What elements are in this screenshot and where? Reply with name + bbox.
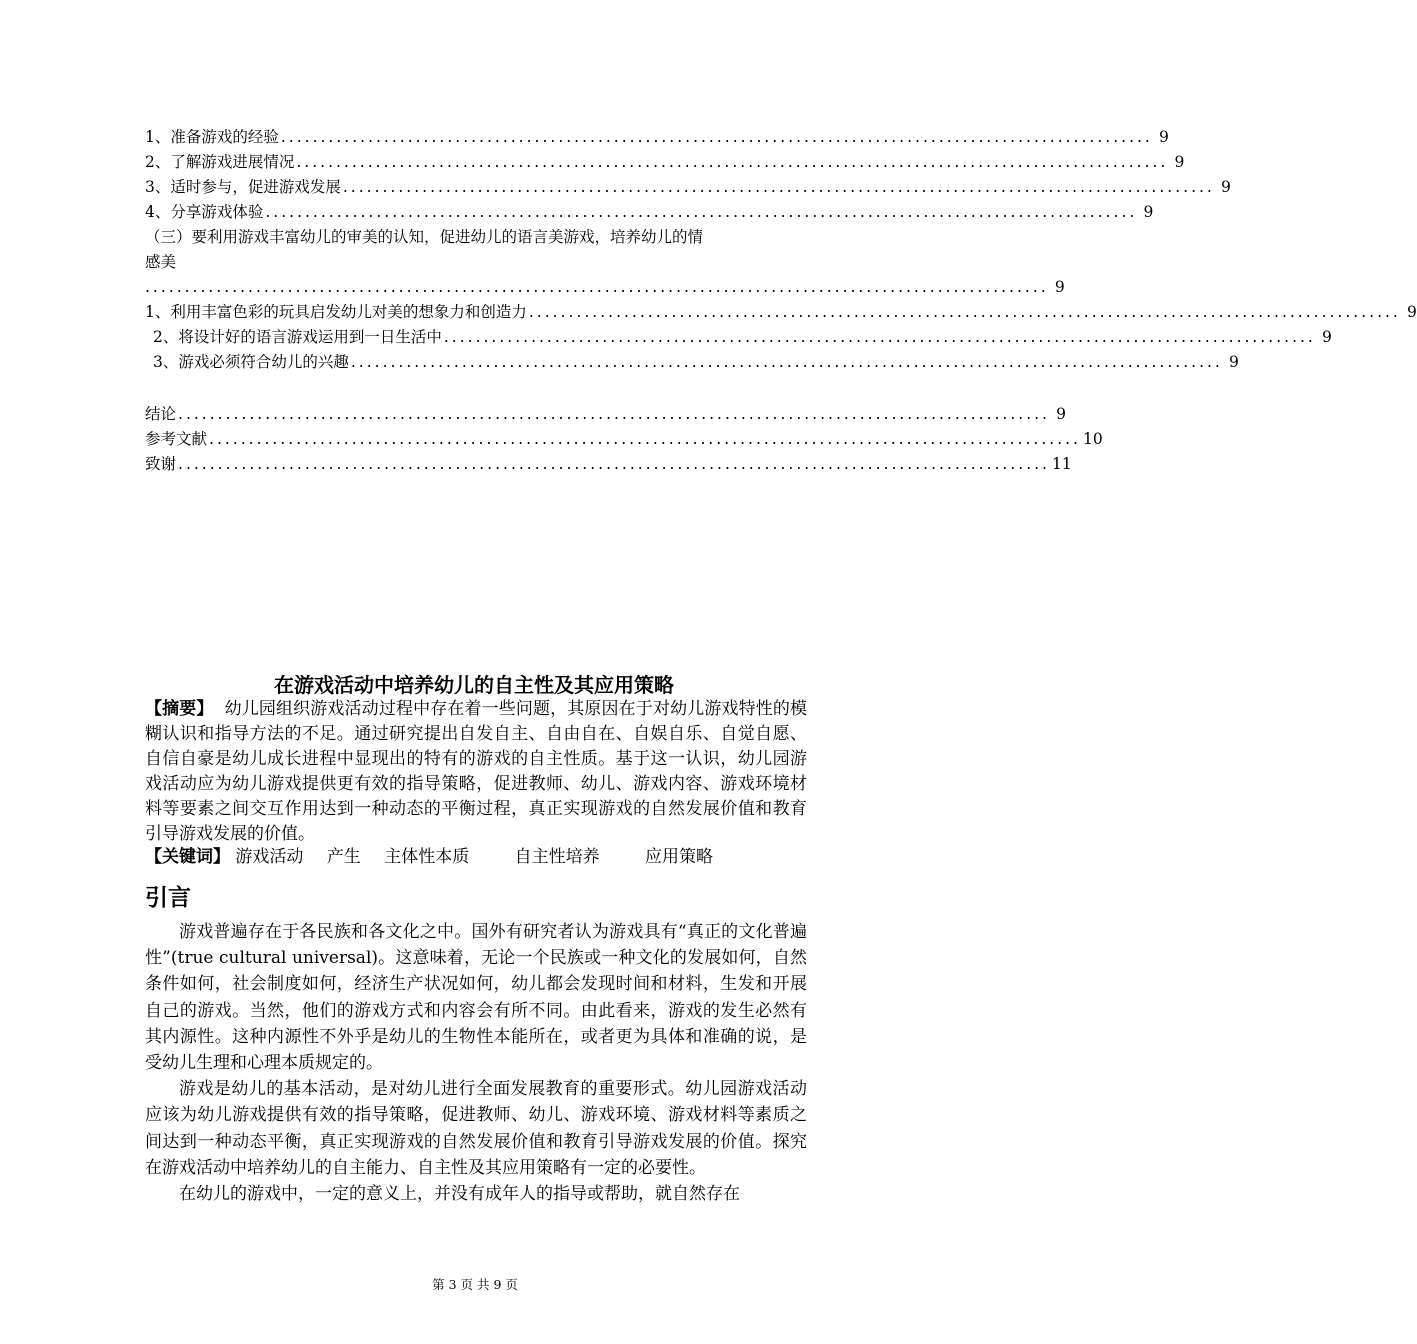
toc-entry-text: 2、了解游戏进展情况 — [145, 153, 295, 171]
toc-leader-dots: .............................................................................................................. — [443, 328, 1316, 346]
toc-entry-page: 9 — [1054, 278, 1065, 296]
toc-entry[interactable] — [145, 175, 1231, 200]
toc-entry-leader-row — [145, 275, 1065, 300]
toc-leader-dots: .............................................................................................................. — [265, 203, 1138, 221]
page-footer: 第 3 页 共 9 页 — [432, 1277, 518, 1292]
toc-leader-dots: .............................................................................................................. — [528, 303, 1401, 321]
toc-entry-text: 3、游戏必须符合幼儿的兴趣 — [153, 353, 349, 371]
toc-entry[interactable] — [145, 325, 1332, 350]
toc-leader-dots: .............................................................................................................. — [350, 353, 1223, 371]
toc-leader-dots: .............................................................................................................. — [280, 128, 1153, 146]
keywords-label: 【关键词】 — [145, 847, 230, 867]
toc-entry-page: 9 — [1056, 405, 1066, 423]
toc-entry[interactable] — [145, 200, 1154, 225]
toc-entry-text: 参考文献 — [145, 430, 208, 448]
toc-entry[interactable] — [145, 125, 1169, 150]
article-title: 在游戏活动中培养幼儿的自主性及其应用策略 — [274, 673, 674, 697]
toc-entry-page: 9 — [1321, 328, 1332, 346]
toc-leader-dots: .................................................................................................................. — [145, 278, 1049, 296]
toc-entry[interactable] — [145, 300, 1417, 325]
toc-entry-text-line1: （三）要利用游戏丰富幼儿的审美的认知，促进幼儿的语言美游戏，培养幼儿的情 — [145, 228, 704, 246]
toc-entry-text: 1、准备游戏的经验 — [145, 128, 279, 146]
toc-entry[interactable] — [145, 150, 1185, 175]
toc-entry-text-line2: 感美 — [145, 253, 177, 271]
toc-leader-dots: .............................................................................................................. — [342, 178, 1215, 196]
toc-leader-dots: .............................................................................................................. — [209, 430, 1081, 448]
toc-entry[interactable] — [145, 402, 1066, 427]
toc-entry[interactable] — [145, 427, 1103, 452]
abstract-text: 幼儿园组织游戏活动过程中存在着一些问题，其原因在于对幼儿游戏特性的模糊认识和指导方法的不足。通过研究提出自发自主、自由自在、自娱自乐、自觉自愿、自信自豪是幼儿成长进程中显现出的特有的游戏的自主性质。基于这一认识，幼儿园游戏活动应为幼儿游戏提供更有效的指导策略，促进教师、幼儿、游戏内容、游戏环境材料等要素之间交互作用达到一种动态的平衡过程，真正实现游戏的自然发展价值和教育引导游戏发展的价值。 — [145, 699, 808, 844]
keyword: 应用策略 — [645, 847, 714, 867]
keyword: 主体性本质 — [384, 847, 470, 867]
toc-entry[interactable] — [145, 452, 1072, 477]
keyword: 自主性培养 — [514, 847, 600, 867]
toc-leader-dots: .............................................................................................................. — [178, 455, 1050, 473]
toc-entry-page: 9 — [1158, 128, 1169, 146]
toc-entry-text: 致谢 — [145, 455, 177, 473]
abstract — [145, 697, 807, 847]
article-body — [145, 919, 807, 1207]
toc-entry-page: 10 — [1083, 430, 1103, 448]
toc-entry-page: 9 — [1406, 303, 1417, 321]
toc-spacer — [145, 375, 803, 402]
toc-leader-dots: .............................................................................................................. — [296, 153, 1169, 171]
abstract-label: 【摘要】 — [145, 699, 214, 719]
keywords — [145, 845, 807, 870]
toc-entry[interactable] — [145, 350, 1239, 375]
toc-entry-page: 9 — [1220, 178, 1231, 196]
toc-entry-section-3[interactable] — [145, 225, 1065, 300]
section-heading: 引言 — [145, 885, 191, 911]
toc-entry-page: 9 — [1174, 153, 1185, 171]
toc-entry-text: 结论 — [145, 405, 177, 423]
toc-leader-dots: .............................................................................................................. — [178, 405, 1050, 423]
keyword: 游戏活动 — [235, 847, 304, 867]
toc-entry-page: 11 — [1052, 455, 1072, 473]
toc-entry-page: 9 — [1143, 203, 1154, 221]
table-of-contents — [145, 125, 1417, 477]
toc-entry-page: 9 — [1228, 353, 1239, 371]
toc-entry-text: 3、适时参与，促进游戏发展 — [145, 178, 341, 196]
paragraph: 游戏普遍存在于各民族和各文化之中。国外有研究者认为游戏具有“真正的文化普遍性”(true cultural universal)。这意味着，无论一个民族或一种文化的发展如何，自然条件如何，社会制度如何，经济生产状况如何，幼儿都会发现时间和材料，生发和开展自己的游戏。当然，他们的游戏方式和内容会有所不同。由此看来，游戏的发生必然有其内源性。这种内源性不外乎是幼儿的生物性本能所在，或者更为具体和准确的说，是受幼儿生理和心理本质规定的。 — [145, 922, 807, 1074]
toc-entry-text: 4、分享游戏体验 — [145, 203, 264, 221]
toc-entry-text: 1、利用丰富色彩的玩具启发幼儿对美的想象力和创造力 — [145, 303, 527, 321]
toc-entry-text: 2、将设计好的语言游戏运用到一日生活中 — [153, 328, 442, 346]
paragraph: 游戏是幼儿的基本活动，是对幼儿进行全面发展教育的重要形式。幼儿园游戏活动应该为幼儿游戏提供有效的指导策略，促进教师、幼儿、游戏环境、游戏材料等素质之间达到一种动态平衡，真正实现游戏的自然发展价值和教育引导游戏发展的价值。探究在游戏活动中培养幼儿的自主能力、自主性及其应用策略有一定的必要性。 — [145, 1079, 807, 1178]
keyword: 产生 — [326, 847, 361, 867]
paragraph: 在幼儿的游戏中，一定的意义上，并没有成年人的指导或帮助，就自然存在 — [179, 1184, 740, 1205]
